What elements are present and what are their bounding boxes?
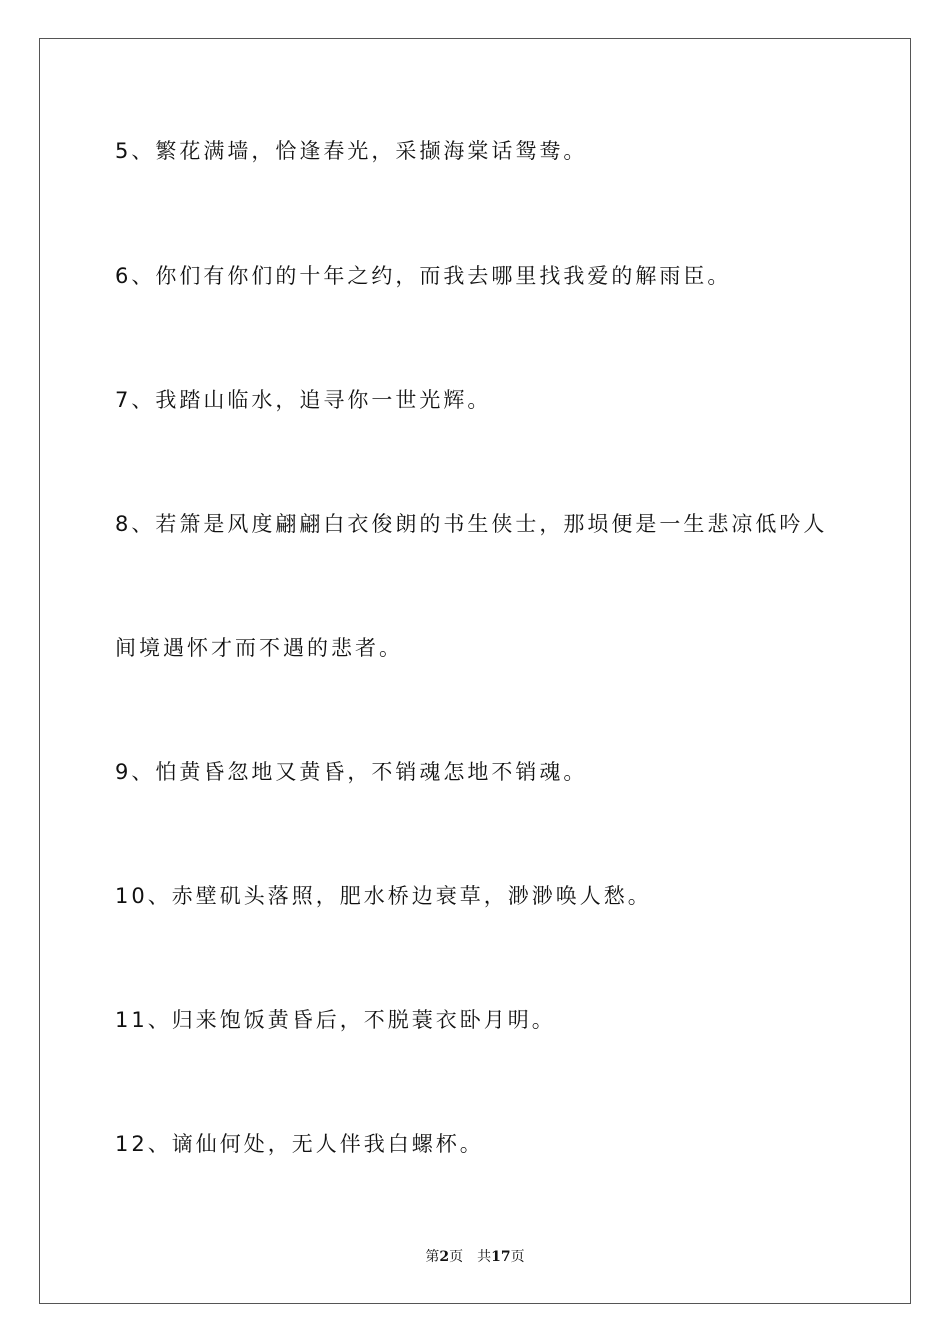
text-line-7: 7、我踏山临水，追寻你一世光辉。 — [115, 388, 492, 412]
page-border — [39, 38, 911, 1304]
page-number: 2 — [439, 1249, 450, 1265]
text-line-8-continued: 间境遇怀才而不遇的悲者。 — [115, 636, 403, 660]
text-line-5: 5、繁花满墙，恰逢春光，采撷海棠话鸳鸯。 — [115, 139, 588, 163]
total-prefix: 共 — [477, 1249, 492, 1265]
text-line-9: 9、怕黄昏忽地又黄昏，不销魂怎地不销魂。 — [115, 760, 588, 784]
text-line-10: 10、赤壁矶头落照，肥水桥边衰草，渺渺唤人愁。 — [115, 884, 652, 908]
page-prefix: 第 — [425, 1249, 440, 1265]
total-suffix: 页 — [510, 1249, 525, 1265]
text-line-8: 8、若箫是风度翩翩白衣俊朗的书生侠士，那埙便是一生悲凉低吟人 — [115, 512, 828, 536]
page-footer — [0, 1248, 950, 1266]
text-line-11: 11、归来饱饭黄昏后，不脱蓑衣卧月明。 — [115, 1008, 556, 1032]
page-suffix: 页 — [449, 1249, 464, 1265]
text-line-6: 6、你们有你们的十年之约，而我去哪里找我爱的解雨臣。 — [115, 264, 732, 288]
total-pages: 17 — [491, 1249, 511, 1265]
text-line-12: 12、谪仙何处，无人伴我白螺杯。 — [115, 1132, 484, 1156]
